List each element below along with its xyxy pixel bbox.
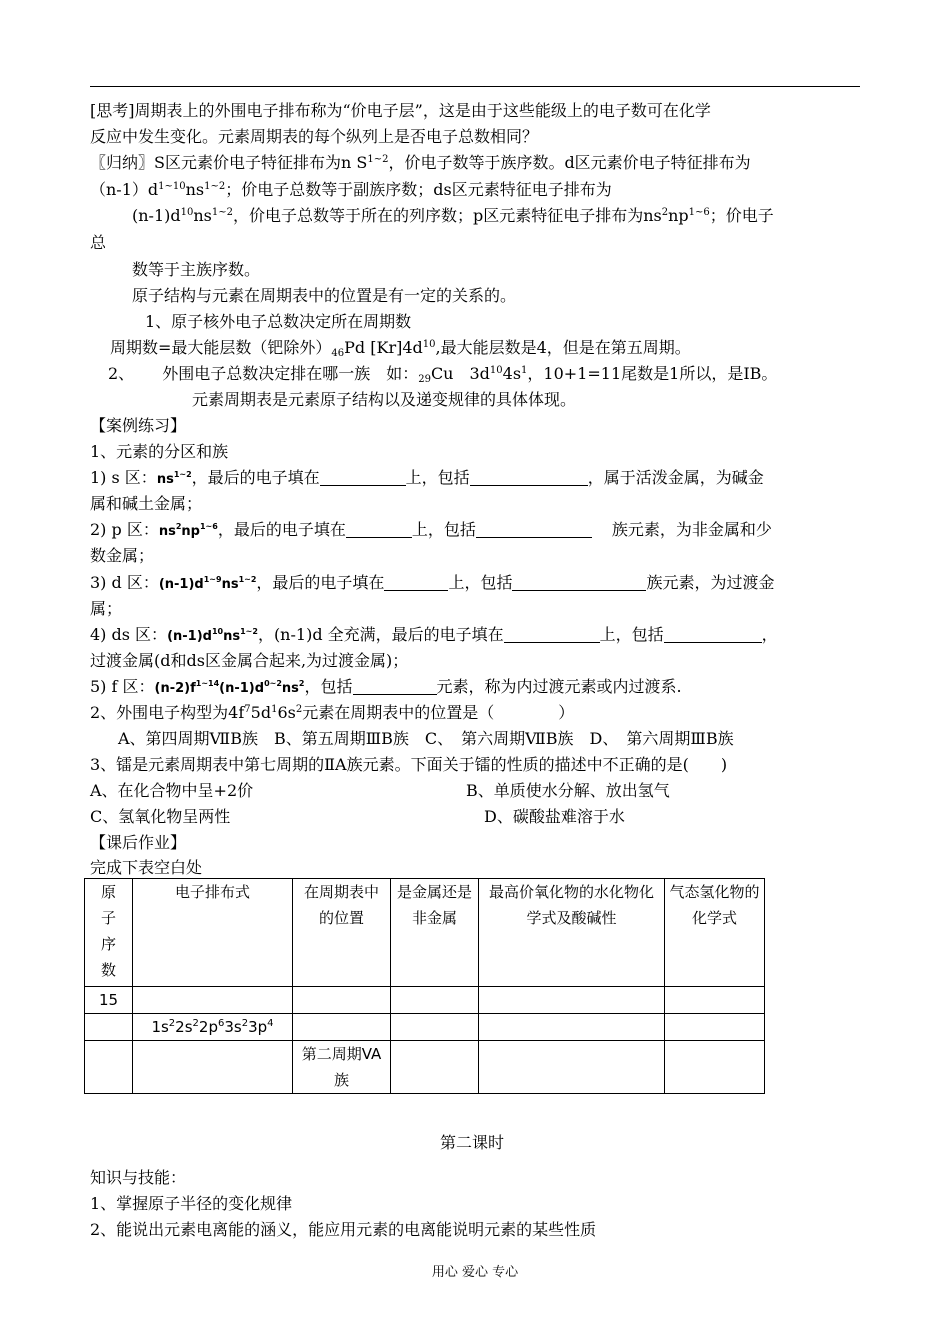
cell-atomic-number-input[interactable]: [85, 1014, 133, 1041]
homework-table: [84, 878, 765, 1094]
cell-hydroxide-input[interactable]: [479, 987, 665, 1014]
header-electron-config: 电子排布式: [133, 879, 293, 987]
s-block-line: 1) s 区：$ns^{1\sim 2}$，最后的电子填在 上，包括 ，属于活泼金属，为碱金: [90, 468, 764, 487]
summary-line-3: $(n-1)d^{10}ns^{1\sim 2}$，价电子总数等于所在的列序数；p区元素特征电子排布为$ns^2np^{1\sim 6}$；价电子: [132, 206, 774, 225]
ds-blank-2[interactable]: [664, 626, 762, 643]
cell-metal-input[interactable]: [391, 1014, 479, 1041]
knowledge-skills-heading: 知识与技能：: [90, 1168, 187, 1187]
q1-title: 1、元素的分区和族: [90, 442, 229, 461]
f-blank-1[interactable]: [353, 678, 437, 695]
knowledge-skill-1: 1、掌握原子半径的变化规律: [90, 1194, 293, 1213]
lesson-2-title: 第二课时: [440, 1133, 505, 1152]
q3-option-c: C、氢氧化物呈两性: [90, 807, 231, 826]
page-footer: 用心 爱心 专心: [431, 1265, 519, 1280]
cell-atomic-number: 15: [85, 987, 133, 1014]
header-atomic-number: 原子序数: [85, 879, 133, 987]
embody-line: 元素周期表是元素原子结构以及递变规律的具体体现。: [192, 390, 577, 409]
cell-metal-input[interactable]: [391, 987, 479, 1014]
ds-block-line-2: 过渡金属(d和ds区金属合起来,为过渡金属)；: [90, 651, 409, 670]
table-row: [85, 987, 765, 1014]
q3-stem: 3、镭是元素周期表中第七周期的ⅡA族元素。下面关于镭的性质的描述中不正确的是( ): [90, 755, 728, 774]
cell-position: 第二周期VA族: [293, 1041, 391, 1094]
s-blank-2[interactable]: [470, 469, 588, 486]
think-line-1: [思考]周期表上的外围电子排布称为“价电子层”，这是由于这些能级上的电子数可在化学: [90, 101, 711, 120]
p-blank-1[interactable]: [346, 521, 412, 538]
think-line-2: 反应中发生变化。元素周期表的每个纵列上是否电子总数相同？: [90, 127, 539, 146]
s-block-line-2: 属和碱土金属；: [90, 494, 203, 513]
cell-hydride-input[interactable]: [665, 1014, 765, 1041]
ds-blank-1[interactable]: [504, 626, 600, 643]
cell-metal-input[interactable]: [391, 1041, 479, 1094]
cell-atomic-number-input[interactable]: [85, 1041, 133, 1094]
cell-config-input[interactable]: [133, 987, 293, 1014]
knowledge-skill-2: 2、能说出元素电离能的涵义，能应用元素的电离能说明元素的某些性质: [90, 1220, 597, 1239]
summary-line-4: 总: [90, 233, 107, 252]
summary-line-2: $(n-1)d^{1\sim 10}ns^{1\sim 2}$；价电子总数等于副族序数；ds区元素特征电子排布为: [90, 180, 612, 199]
header-position: 在周期表中的位置: [293, 879, 391, 987]
relation-line: 原子结构与元素在周期表中的位置是有一定的关系的。: [132, 286, 517, 305]
cell-hydroxide-input[interactable]: [479, 1041, 665, 1094]
p-blank-2[interactable]: [476, 521, 592, 538]
header-rule: [90, 86, 860, 87]
q2-options: A、第四周期ⅦB族 B、第五周期ⅢB族 C、 第六周期ⅦB族 D、 第六周期ⅢB族: [118, 729, 734, 748]
p-block-line: 2) p 区：$ns^2np^{1\sim 6}$，最后的电子填在 上，包括 族元素，为非金属和少: [90, 520, 772, 539]
cell-position-input[interactable]: [293, 987, 391, 1014]
q3-option-b: B、单质使水分解、放出氢气: [466, 781, 670, 800]
table-row: [85, 1041, 765, 1094]
p-block-line-2: 数金属；: [90, 546, 155, 565]
d-blank-1[interactable]: [384, 574, 448, 591]
case-heading: 【案例练习】: [90, 416, 187, 435]
cell-hydroxide-input[interactable]: [479, 1014, 665, 1041]
s-blank-1[interactable]: [320, 469, 406, 486]
summary-line-5: 数等于主族序数。: [132, 260, 261, 279]
cell-electron-config: $1s^22s^22p^63s^23p^4$: [133, 1014, 293, 1041]
table-header-row: [85, 879, 765, 987]
homework-instruction: 完成下表空白处: [90, 858, 203, 877]
q3-option-a: A、在化合物中呈+2价: [90, 781, 254, 800]
ds-block-line: 4) ds 区：$(n-1)d^{10}ns^{1\sim 2}$，(n-1)d 全充满，最后的电子填在 上，包括 ，: [90, 625, 778, 644]
d-blank-2[interactable]: [512, 574, 646, 591]
cell-position-input[interactable]: [293, 1014, 391, 1041]
d-block-line: 3) d 区：$(n-1)d^{1\sim 9}ns^{1\sim 2}$，最后的电子填在 上，包括 族元素，为过渡金: [90, 573, 775, 592]
q2-stem: 2、外围电子构型为$4f^75d^16s^2$元素在周期表中的位置是（ ）: [90, 703, 575, 722]
d-block-line-2: 属；: [90, 599, 123, 618]
f-block-line: 5) f 区：$(n-2)f^{1\sim 14}(n-1)d^{0\sim 2}ns^2$，包括 元素，称为内过渡元素或内过渡系.: [90, 677, 682, 696]
period-line: 周期数=最大能层数（钯除外）$_{46}Pd$ $[Kr]4d^{10}$,最大能层数是4，但是在第五周期。: [110, 338, 691, 359]
summary-line-1: 〖归纳〗S区元素价电子特征排布为n $S^{1\sim 2}$，价电子数等于族序数。d区元素价电子特征排布为: [90, 153, 751, 172]
point-2: 2、 外围电子总数决定排在哪一族 如：$_{29}$Cu $3d^{10}4s^1$，10+1=11尾数是1所以，是IB。: [108, 364, 778, 385]
header-hydroxide: 最高价氧化物的水化物化学式及酸碱性: [479, 879, 665, 987]
homework-heading: 【课后作业】: [90, 833, 187, 852]
header-hydride: 气态氢化物的化学式: [665, 879, 765, 987]
cell-config-input[interactable]: [133, 1041, 293, 1094]
q3-option-d: D、碳酸盐难溶于水: [484, 807, 625, 826]
table-row: [85, 1014, 765, 1041]
point-1: 1、原子核外电子总数决定所在周期数: [145, 312, 412, 331]
cell-hydride-input[interactable]: [665, 987, 765, 1014]
header-metal-type: 是金属还是非金属: [391, 879, 479, 987]
cell-hydride-input[interactable]: [665, 1041, 765, 1094]
